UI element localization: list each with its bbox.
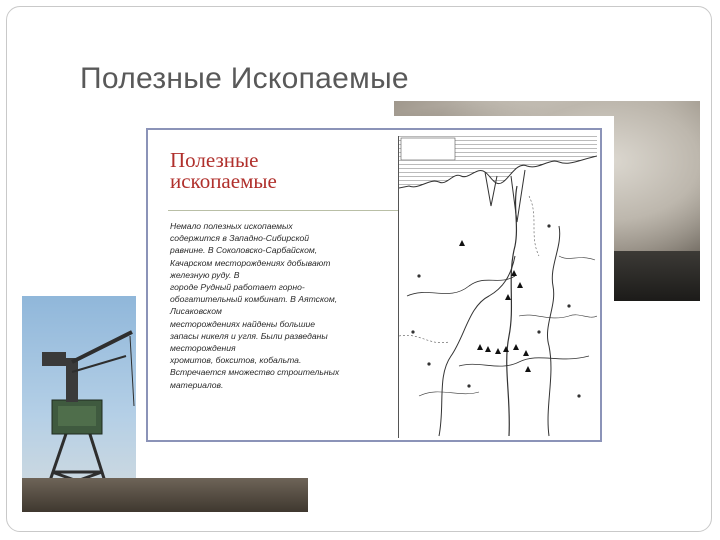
panel-heading-line-1: Полезные — [170, 148, 259, 172]
paragraph-line: месторождения — [170, 343, 236, 354]
paragraph-line: Лисаковском — [170, 306, 222, 317]
paragraph-line: обогатительный комбинат. В Аятском, — [170, 294, 338, 305]
paragraph-line: Немало полезных ископаемых — [170, 221, 293, 231]
slide-title: Полезные Ископаемые — [80, 62, 409, 95]
paragraph-line: железную руду. В — [170, 269, 240, 280]
paragraph-line: городе Рудный работает горно- — [170, 282, 305, 293]
panel-divider — [168, 210, 398, 211]
panel-heading — [170, 150, 390, 192]
panel-heading-line-2: ископаемые — [170, 169, 277, 193]
panel-paragraph — [170, 220, 378, 391]
paragraph-line: хромитов, бокситов, кобальта. — [170, 355, 302, 366]
paragraph-line: содержится в Западно-Сибирской — [170, 233, 310, 244]
rock-dark-band — [604, 251, 700, 301]
map-of-western-siberia-icon — [399, 136, 597, 438]
map-panel — [146, 128, 602, 442]
paragraph-line: Встречается множество строительных — [170, 367, 340, 378]
ground — [22, 478, 308, 512]
paragraph-line: Качарском месторождениях добывают — [170, 257, 331, 268]
paragraph-line: месторождениях найдены большие — [170, 318, 316, 329]
map-area — [398, 136, 597, 438]
paragraph-line: равнине. В Соколовско-Сарбайском, — [170, 245, 318, 256]
paragraph-line: запасы никеля и угля. Были разведаны — [170, 330, 328, 341]
paragraph-line: материалов. — [170, 379, 224, 390]
